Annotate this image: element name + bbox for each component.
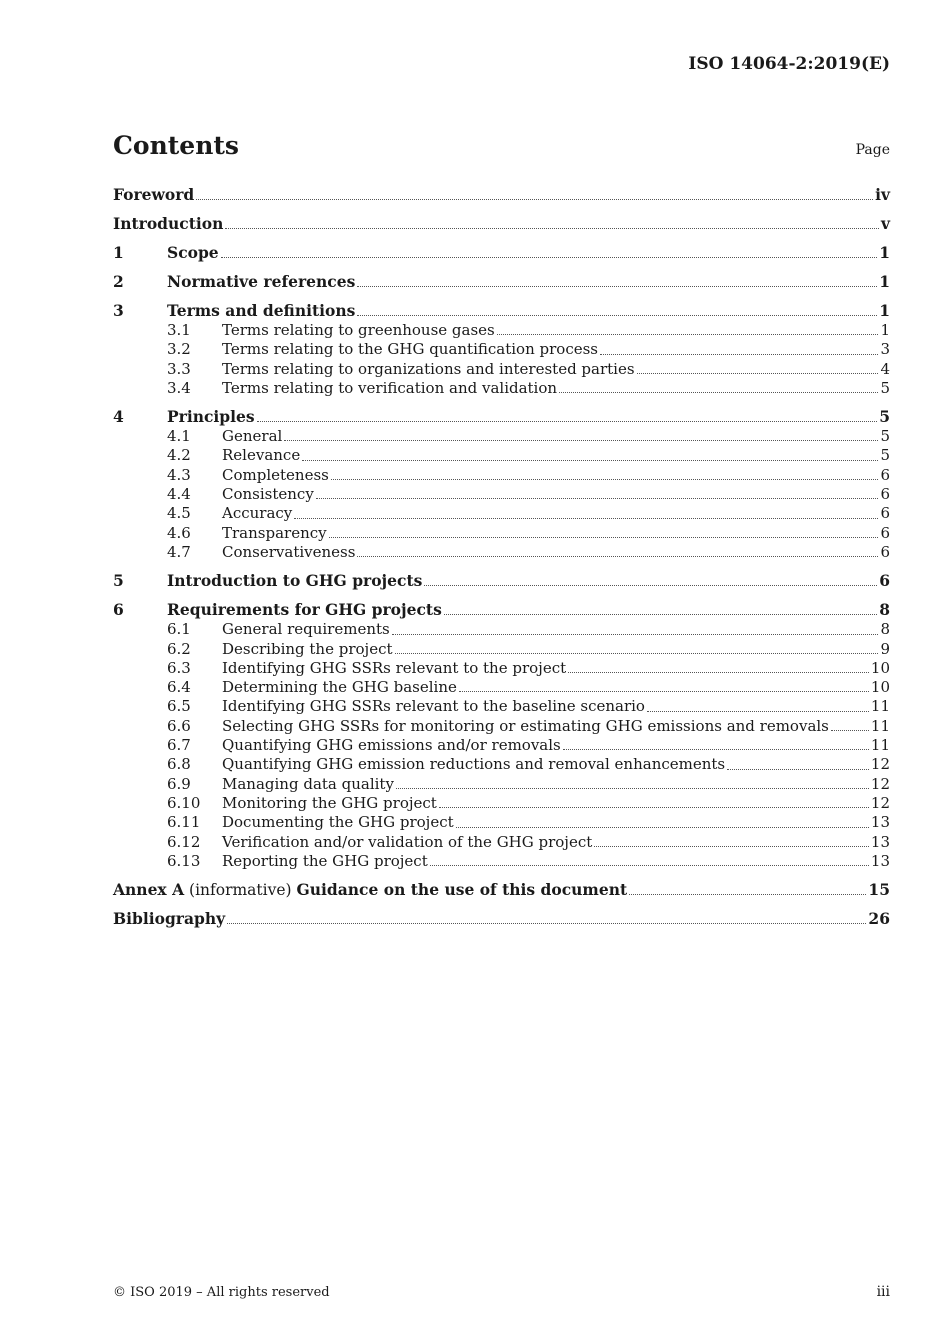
toc-entry[interactable] bbox=[113, 407, 890, 427]
toc-entry-page: 1 bbox=[879, 243, 890, 262]
toc-dot-leader bbox=[647, 710, 869, 712]
toc-entry[interactable] bbox=[113, 640, 890, 659]
toc-entry[interactable] bbox=[113, 813, 890, 832]
toc-dot-leader bbox=[357, 555, 878, 557]
toc-entry[interactable] bbox=[113, 678, 890, 697]
toc-entry-title: Requirements for GHG projects bbox=[167, 600, 442, 620]
toc-entry-page: 6 bbox=[880, 504, 890, 523]
toc-entry-page: 3 bbox=[880, 340, 890, 359]
toc-dot-leader bbox=[221, 256, 878, 258]
toc-entry-title: General requirements bbox=[222, 620, 390, 639]
toc-entry-title: Managing data quality bbox=[222, 774, 394, 793]
toc-entry-number: 6.10 bbox=[167, 793, 201, 812]
toc-entry-title: General bbox=[222, 427, 283, 446]
toc-entry[interactable] bbox=[113, 571, 890, 591]
toc-entry-page: 8 bbox=[879, 600, 890, 620]
toc-entry-title: Completeness bbox=[222, 465, 329, 484]
toc-dot-leader bbox=[727, 768, 869, 770]
toc-entry-title: Accuracy bbox=[222, 504, 293, 523]
toc-entry[interactable] bbox=[113, 909, 890, 929]
toc-entry[interactable] bbox=[113, 243, 890, 263]
toc-entry[interactable] bbox=[113, 620, 890, 639]
toc-entry-page: 12 bbox=[870, 774, 890, 793]
toc-entry[interactable] bbox=[113, 427, 890, 446]
toc-entry-page: 5 bbox=[880, 427, 890, 446]
toc-entry-page: 6 bbox=[880, 523, 890, 542]
toc-entry-number: 4.1 bbox=[167, 427, 191, 446]
toc-entry[interactable] bbox=[113, 600, 890, 620]
toc-entry-number: 4.7 bbox=[167, 542, 191, 561]
toc-entry[interactable] bbox=[113, 755, 890, 774]
toc-entry-title: Terms relating to organizations and interested parties bbox=[222, 359, 635, 378]
toc-entry[interactable] bbox=[113, 272, 890, 292]
toc-dot-leader bbox=[497, 333, 879, 335]
toc-entry[interactable] bbox=[113, 880, 890, 900]
toc-entry-number: 5 bbox=[113, 571, 124, 591]
toc-entry-number: 6.13 bbox=[167, 851, 201, 870]
toc-entry-page: v bbox=[880, 214, 890, 233]
toc-entry[interactable] bbox=[113, 717, 890, 736]
toc-entry-page: iv bbox=[875, 185, 890, 204]
toc-entry[interactable] bbox=[113, 852, 890, 871]
toc-entry-title: Verification and/or validation of the GHG project bbox=[222, 832, 593, 851]
toc-dot-leader bbox=[430, 864, 869, 866]
toc-entry-page: 5 bbox=[879, 407, 890, 427]
toc-entry-title: Introduction to GHG projects bbox=[167, 571, 423, 591]
toc-entry-page: 9 bbox=[880, 639, 890, 658]
toc-entry-title: Quantifying GHG emissions and/or removals bbox=[222, 736, 561, 755]
toc-entry-title: Quantifying GHG emission reductions and removal enhancements bbox=[222, 755, 726, 774]
toc-entry-page: 6 bbox=[880, 485, 890, 504]
toc-entry-title: Consistency bbox=[222, 485, 314, 504]
toc-entry[interactable] bbox=[113, 446, 890, 465]
toc-dot-leader bbox=[594, 845, 869, 847]
toc-entry-page: 1 bbox=[880, 321, 890, 339]
toc-dot-leader bbox=[316, 497, 879, 499]
toc-dot-leader bbox=[357, 285, 877, 287]
toc-dot-leader bbox=[294, 517, 878, 519]
document-reference: ISO 14064-2:2019(E) bbox=[688, 54, 890, 74]
toc-entry-number: 6.9 bbox=[167, 774, 191, 793]
toc-entry[interactable] bbox=[113, 775, 890, 794]
toc-entry-title: Scope bbox=[167, 243, 219, 262]
toc-entry-page: 11 bbox=[870, 697, 890, 716]
toc-dot-leader bbox=[302, 459, 878, 461]
toc-entry-title: Foreword bbox=[113, 185, 195, 204]
toc-entry-title: Normative references bbox=[167, 272, 356, 291]
toc-entry[interactable] bbox=[113, 379, 890, 398]
toc-dot-leader bbox=[329, 536, 879, 538]
toc-dot-leader bbox=[392, 633, 879, 635]
copyright-notice: © ISO 2019 – All rights reserved bbox=[113, 1285, 330, 1300]
toc-entry-page: 12 bbox=[870, 793, 890, 812]
toc-entry-page: 4 bbox=[880, 359, 890, 378]
toc-entry-title: Identifying GHG SSRs relevant to the project bbox=[222, 658, 567, 677]
table-of-contents bbox=[113, 185, 890, 929]
toc-dot-leader bbox=[559, 391, 878, 393]
toc-entry-title: Introduction bbox=[113, 214, 224, 233]
toc-entry-number: 6.8 bbox=[167, 755, 191, 774]
toc-dot-leader bbox=[357, 314, 877, 316]
toc-entry[interactable] bbox=[113, 794, 890, 813]
toc-dot-leader bbox=[456, 826, 869, 828]
toc-entry-page: 13 bbox=[870, 832, 890, 851]
toc-entry-number: 4.6 bbox=[167, 523, 191, 542]
toc-entry-page: 12 bbox=[870, 755, 890, 774]
toc-entry-number: 6.2 bbox=[167, 639, 191, 658]
toc-dot-leader bbox=[568, 671, 869, 673]
toc-dot-leader bbox=[439, 806, 869, 808]
toc-entry-title: Terms relating to the GHG quantification process bbox=[222, 340, 598, 359]
toc-entry-number: 4 bbox=[113, 407, 124, 427]
toc-dot-leader bbox=[284, 439, 878, 441]
toc-entry-page: 15 bbox=[868, 880, 890, 900]
toc-dot-leader bbox=[196, 198, 873, 200]
toc-entry-title: Bibliography bbox=[113, 909, 226, 929]
toc-dot-leader bbox=[225, 227, 879, 229]
toc-entry-title: Terms and definitions bbox=[167, 301, 356, 320]
toc-entry-page: 1 bbox=[879, 272, 890, 291]
toc-entry-title: Monitoring the GHG project bbox=[222, 793, 437, 812]
toc-entry-number: 4.5 bbox=[167, 504, 191, 523]
toc-dot-leader bbox=[227, 922, 866, 924]
toc-entry[interactable] bbox=[113, 185, 890, 205]
toc-entry-page: 6 bbox=[879, 571, 890, 591]
toc-dot-leader bbox=[257, 420, 878, 422]
toc-dot-leader bbox=[600, 353, 878, 355]
toc-entry[interactable] bbox=[113, 485, 890, 504]
toc-entry[interactable] bbox=[113, 697, 890, 716]
toc-entry-number: 6.11 bbox=[167, 813, 201, 832]
toc-entry-page: 5 bbox=[880, 446, 890, 465]
toc-entry-page: 13 bbox=[870, 851, 890, 870]
toc-entry-title: Principles bbox=[167, 407, 255, 427]
toc-dot-leader bbox=[637, 372, 879, 374]
toc-entry-title: Identifying GHG SSRs relevant to the baseline scenario bbox=[222, 697, 645, 716]
toc-dot-leader bbox=[331, 478, 879, 480]
toc-entry-number: 3.1 bbox=[167, 321, 191, 339]
toc-entry-page: 10 bbox=[870, 658, 890, 677]
toc-entry-title: Selecting GHG SSRs for monitoring or estimating GHG emissions and removals bbox=[222, 716, 829, 735]
toc-entry-number: 4.2 bbox=[167, 446, 191, 465]
toc-dot-leader bbox=[396, 787, 869, 789]
toc-entry-title: Documenting the GHG project bbox=[222, 813, 454, 832]
toc-entry[interactable] bbox=[113, 466, 890, 485]
toc-entry[interactable] bbox=[113, 360, 890, 379]
toc-entry-page: 8 bbox=[880, 620, 890, 639]
toc-entry-page: 26 bbox=[868, 909, 890, 929]
toc-entry-title: Determining the GHG baseline bbox=[222, 678, 457, 697]
toc-entry-page: 6 bbox=[880, 542, 890, 561]
toc-entry[interactable] bbox=[113, 504, 890, 523]
toc-entry-number: 1 bbox=[113, 243, 124, 262]
toc-entry[interactable] bbox=[113, 736, 890, 755]
toc-entry-number: 6 bbox=[113, 600, 124, 620]
toc-entry-title: Relevance bbox=[222, 446, 301, 465]
toc-entry-number: 6.5 bbox=[167, 697, 191, 716]
toc-entry[interactable] bbox=[113, 214, 890, 234]
toc-entry-page: 6 bbox=[880, 465, 890, 484]
toc-entry[interactable] bbox=[113, 321, 890, 340]
toc-entry[interactable] bbox=[113, 659, 890, 678]
toc-entry[interactable] bbox=[113, 301, 890, 321]
toc-entry[interactable] bbox=[113, 524, 890, 543]
toc-entry-number: 3.3 bbox=[167, 359, 191, 378]
page-number: iii bbox=[876, 1284, 890, 1300]
toc-entry-title: Terms relating to greenhouse gases bbox=[222, 321, 495, 339]
toc-entry[interactable] bbox=[113, 340, 890, 359]
toc-dot-leader bbox=[629, 893, 866, 895]
toc-entry-page: 11 bbox=[870, 736, 890, 755]
toc-entry-number: 3 bbox=[113, 301, 124, 320]
toc-entry-number: 4.4 bbox=[167, 485, 191, 504]
toc-dot-leader bbox=[424, 584, 877, 586]
toc-entry-number: 6.12 bbox=[167, 832, 201, 851]
toc-dot-leader bbox=[831, 729, 869, 731]
toc-entry-number: 3.2 bbox=[167, 340, 191, 359]
toc-entry-page: 1 bbox=[879, 301, 890, 320]
toc-entry-title: Reporting the GHG project bbox=[222, 851, 428, 870]
toc-annex-type: (informative) bbox=[184, 881, 297, 900]
toc-entry-number: 6.6 bbox=[167, 716, 191, 735]
toc-entry-page: 10 bbox=[870, 678, 890, 697]
contents-heading: Contents bbox=[113, 131, 240, 160]
toc-entry[interactable] bbox=[113, 543, 890, 562]
toc-entry-page: 11 bbox=[870, 716, 890, 735]
toc-dot-leader bbox=[444, 613, 877, 615]
toc-entry-title: Conservativeness bbox=[222, 542, 356, 561]
toc-dot-leader bbox=[459, 690, 869, 692]
toc-entry-number: 6.3 bbox=[167, 658, 191, 677]
toc-annex-label: Annex A bbox=[113, 880, 185, 900]
toc-entry-title: Terms relating to verification and validation bbox=[222, 378, 558, 397]
toc-entry-title: Describing the project bbox=[222, 639, 393, 658]
page-column-label: Page bbox=[855, 142, 890, 158]
toc-entry-page: 5 bbox=[880, 378, 890, 397]
toc-dot-leader bbox=[395, 652, 879, 654]
toc-entry-number: 2 bbox=[113, 272, 124, 291]
toc-entry-page: 13 bbox=[870, 813, 890, 832]
toc-entry-number: 6.7 bbox=[167, 736, 191, 755]
toc-dot-leader bbox=[563, 748, 869, 750]
toc-entry-number: 3.4 bbox=[167, 378, 191, 397]
toc-entry-number: 4.3 bbox=[167, 465, 191, 484]
toc-entry-number: 6.4 bbox=[167, 678, 191, 697]
toc-entry-title: Guidance on the use of this document bbox=[296, 880, 628, 900]
toc-entry-number: 6.1 bbox=[167, 620, 191, 639]
toc-entry[interactable] bbox=[113, 833, 890, 852]
toc-entry-title: Transparency bbox=[222, 523, 327, 542]
